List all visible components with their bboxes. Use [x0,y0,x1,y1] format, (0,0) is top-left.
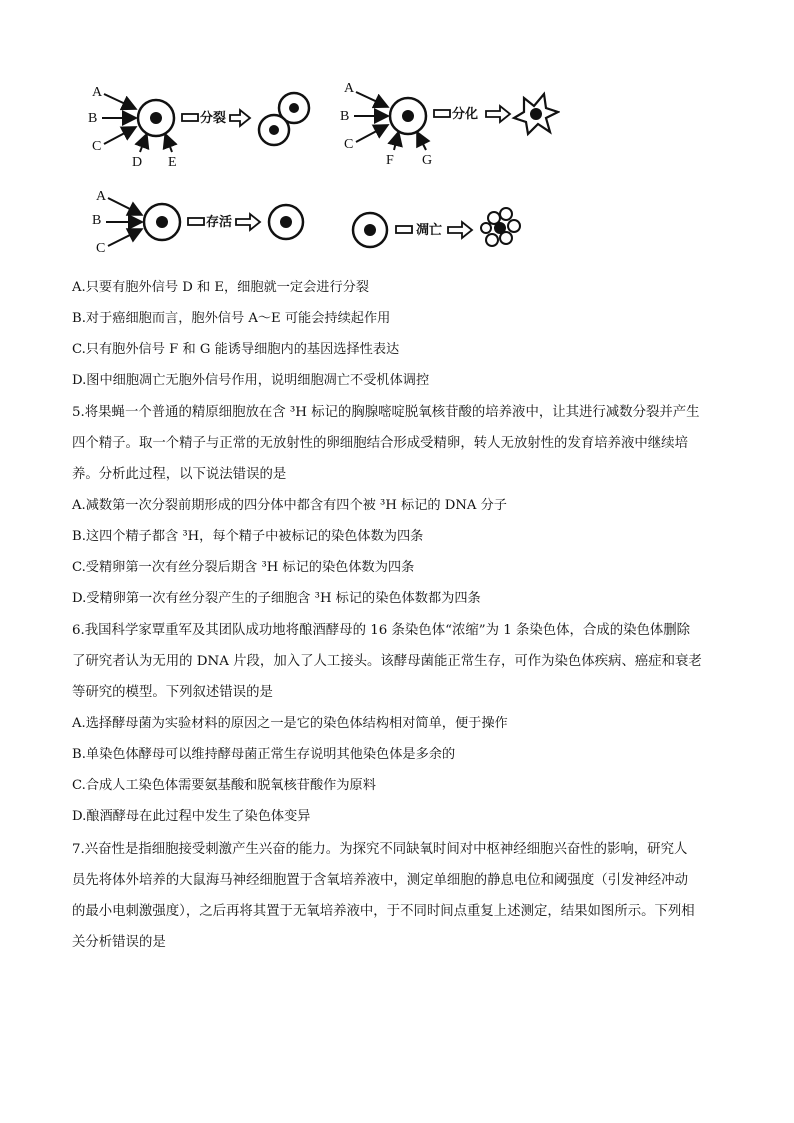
q7-stem-line: 关分析错误的是 [72,935,166,950]
q7-stem-line: 7.兴奋性是指细胞接受刺激产生兴奋的能力。为探究不同缺氧时间对中枢神经细胞兴奋性的影响，研究人 [72,842,688,857]
panel-differentiate [340,81,558,168]
q5-stem-line: 四个精子。取一个精子与正常的无放射性的卵细胞结合形成受精卵，转人无放射性的发育培养液中继续培 [72,436,688,451]
q6-stem-line: 6.我国科学家覃重军及其团队成功地将酿酒酵母的 16 条染色体“浓缩”为 1 条染色体，合成的染色体删除 [72,623,691,638]
panel-apoptosis [353,208,520,247]
signal-c-label: C [92,139,102,154]
q4-option-c: C.只有胞外信号 F 和 G 能诱导细胞内的基因选择性表达 [72,342,400,357]
q5-stem-line: 养。分析此过程，以下说法错误的是 [72,467,287,482]
svg-text:C: C [344,137,354,152]
q6-option-c: C.合成人工染色体需要氨基酸和脱氧核苷酸作为原料 [72,778,376,793]
panel-divide [88,85,309,170]
q6-option-b: B.单染色体酵母可以维持酵母菌正常生存说明其他染色体是多余的 [72,747,456,762]
q6-option-d: D.酿酒酵母在此过程中发生了染色体变异 [72,809,311,824]
svg-text:C: C [96,241,106,256]
panel-survive [92,189,303,256]
svg-text:A: A [96,189,107,204]
svg-text:A: A [344,81,355,96]
q6-option-a: A.选择酵母菌为实验材料的原因之一是它的染色体结构相对简单，便于操作 [72,716,508,731]
q4-option-a: A.只要有胞外信号 D 和 E，细胞就一定会进行分裂 [72,280,370,295]
q5-option-d: D.受精卵第一次有丝分裂产生的子细胞含 ³H 标记的染色体数都为四条 [72,591,481,606]
q5-option-a: A.减数第一次分裂前期形成的四分体中都含有四个被 ³H 标记的 DNA 分子 [72,498,507,513]
process-survive-label: 存活 [206,215,233,230]
signal-b-label: B [88,111,98,126]
q5-option-b: B.这四个精子都含 ³H，每个精子中被标记的染色体数为四条 [72,529,424,544]
process-arrow-icon [230,110,250,126]
q6-stem-line: 了研究者认为无用的 DNA 片段，加入了人工接头。该酵母菌能正常生存，可作为染色体疾病、癌症和衰老 [72,654,702,669]
signal-e-label: E [168,155,177,170]
signal-a-label: A [92,85,103,100]
signal-g-label: G [422,153,433,168]
q4-option-b: B.对于癌细胞而言，胞外信号 A～E 可能会持续起作用 [72,311,391,326]
apoptotic-cell-icon [481,208,520,246]
signal-f-label: F [386,153,394,168]
svg-text:B: B [92,213,102,228]
process-differentiate-label: 分化 [452,107,479,122]
q5-option-c: C.受精卵第一次有丝分裂后期含 ³H 标记的染色体数为四条 [72,560,415,575]
q5-stem-line: 5.将果蝇一个普通的精原细胞放在含 ³H 标记的胸腺嘧啶脱氧核苷酸的培养液中，让其进行减数分裂并产生 [72,405,700,420]
signal-d-label: D [132,155,143,170]
q7-stem-line: 的最小电刺激强度），之后再将其置于无氧培养液中，于不同时间点重复上述测定，结果如图所示。下列相 [72,904,695,919]
process-divide-label: 分裂 [200,111,227,126]
process-apoptosis-label: 凋亡 [416,223,443,238]
cell-signal-figure [80,72,560,262]
q7-stem-line: 员先将体外培养的大鼠海马神经细胞置于含氧培养液中，测定单细胞的静息电位和阈强度（引发神经冲动 [72,873,688,888]
svg-text:B: B [340,109,350,124]
q4-option-d: D.图中细胞凋亡无胞外信号作用，说明细胞凋亡不受机体调控 [72,373,430,388]
q6-stem-line: 等研究的模型。下列叙述错误的是 [72,685,273,700]
